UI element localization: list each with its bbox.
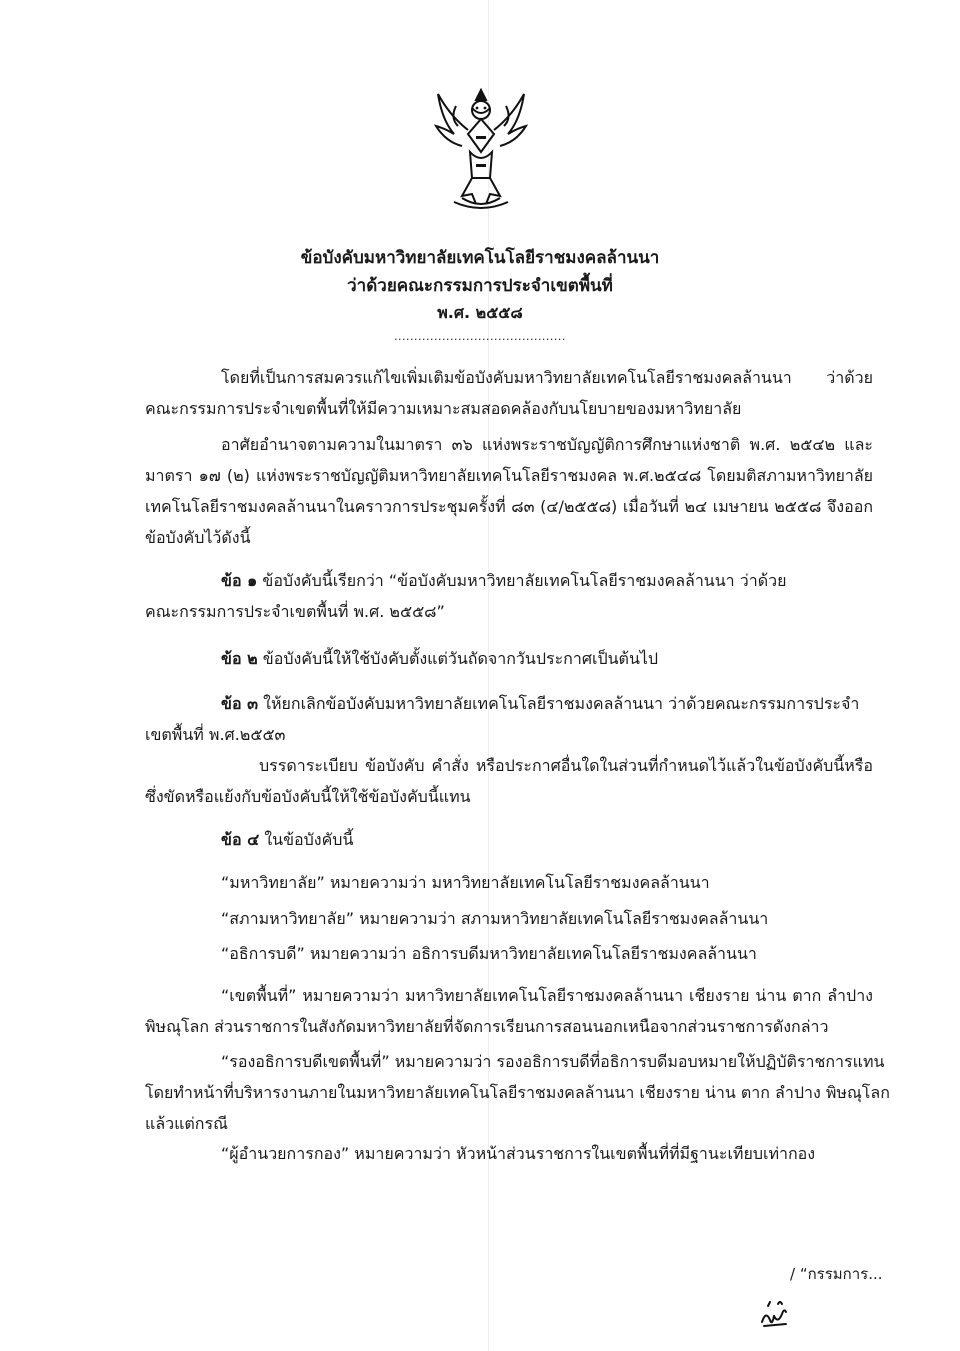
clause-4-label: ข้อ ๔ xyxy=(221,830,260,849)
definition-vice-president-line1: “รองอธิการบดีเขตพื้นที่” หมายความว่า รองอธิการบดีที่อธิการบดีมอบหมายให้ปฏิบัติราชการแทน xyxy=(221,1052,885,1071)
clause-2-label: ข้อ ๒ xyxy=(221,649,258,668)
clause-1-label: ข้อ ๑ xyxy=(221,571,258,590)
definition-university-council: “สภามหาวิทยาลัย” หมายความว่า สภามหาวิทยาลัยเทคโนโลยีราชมงคลล้านนา xyxy=(221,909,769,928)
clause-3-line2: เขตพื้นที่ พ.ศ.๒๕๕๓ xyxy=(145,725,286,744)
definition-division-director: “ผู้อำนวยการกอง” หมายความว่า หัวหน้าส่วนราชการในเขตพื้นที่ที่มีฐานะเทียบเท่ากอง xyxy=(221,1144,816,1163)
clause-3-line4: ซึ่งขัดหรือแย้งกับข้อบังคับนี้ให้ใช้ข้อบังคับนี้แทน xyxy=(145,787,471,806)
next-page-catchword: / “กรรมการ... xyxy=(790,1265,883,1283)
garuda-emblem-icon xyxy=(432,86,530,214)
clause-4-line1 xyxy=(221,829,873,851)
clause-4-text: ในข้อบังคับนี้ xyxy=(264,830,354,849)
title-line-2: ว่าด้วยคณะกรรมการประจำเขตพื้นที่ xyxy=(347,276,613,296)
clause-3-label: ข้อ ๓ xyxy=(221,694,259,713)
definition-vice-president-line3: แล้วแต่กรณี xyxy=(145,1114,228,1133)
clause-3-text: ให้ยกเลิกข้อบังคับมหาวิทยาลัยเทคโนโลยีราชมงคลล้านนา ว่าด้วยคณะกรรมการประจำ xyxy=(263,694,860,713)
preamble-p1-line2: คณะกรรมการประจำเขตพื้นที่ให้มีความเหมาะสมสอดคล้องกับนโยบายของมหาวิทยาลัย xyxy=(145,399,742,418)
title-year: พ.ศ. ๒๕๕๘ xyxy=(437,303,523,322)
preamble-p1-line1: โดยที่เป็นการสมควรแก้ไขเพิ่มเติมข้อบังคับมหาวิทยาลัยเทคโนโลยีราชมงคลล้านนา ว่าด้วย xyxy=(221,368,873,387)
preamble-p2-line4: ข้อบังคับไว้ดังนี้ xyxy=(145,528,251,547)
title-line-1: ข้อบังคับมหาวิทยาลัยเทคโนโลยีราชมงคลล้านนา xyxy=(300,248,660,268)
definition-president: “อธิการบดี” หมายความว่า อธิการบดีมหาวิทยาลัยเทคโนโลยีราชมงคลล้านนา xyxy=(221,944,757,963)
clause-1-text: ข้อบังคับนี้เรียกว่า “ข้อบังคับมหาวิทยาลัยเทคโนโลยีราชมงคลล้านนา ว่าด้วย xyxy=(262,571,787,590)
definition-area-line2: พิษณุโลก ส่วนราชการในสังกัดมหาวิทยาลัยที่จัดการเรียนการสอนนอกเหนือจากส่วนราชการดังกล่าว xyxy=(145,1017,829,1036)
clause-1-line2: คณะกรรมการประจำเขตพื้นที่ พ.ศ. ๒๕๕๘” xyxy=(145,602,445,621)
clause-2-line1 xyxy=(221,648,873,670)
clause-3-line3: บรรดาระเบียบ ข้อบังคับ คำสั่ง หรือประกาศอื่นใดในส่วนที่กำหนดไว้แล้วในข้อบังคับนี้หรือ xyxy=(259,756,873,775)
clause-1-line1 xyxy=(221,570,873,592)
preamble-p2-line1: อาศัยอำนาจตามความในมาตรา ๓๖ แห่งพระราชบัญญัติการศึกษาแห่งชาติ พ.ศ. ๒๕๔๒ และ xyxy=(221,435,873,454)
definition-vice-president-line2: โดยทำหน้าที่บริหารงานภายในมหาวิทยาลัยเทคโนโลยีราชมงคลล้านนา เชียงราย น่าน ตาก ลำปาง พิษณุโลก xyxy=(145,1083,890,1102)
definition-university: “มหาวิทยาลัย” หมายความว่า มหาวิทยาลัยเทคโนโลยีราชมงคลล้านนา xyxy=(221,873,710,892)
clause-2-text: ข้อบังคับนี้ให้ใช้บังคับตั้งแต่วันถัดจากวันประกาศเป็นต้นไป xyxy=(262,649,659,668)
definition-area-line1: “เขตพื้นที่” หมายความว่า มหาวิทยาลัยเทคโนโลยีราชมงคลล้านนา เชียงราย น่าน ตาก ลำปาง xyxy=(221,986,873,1005)
handwritten-initials-icon xyxy=(758,1296,790,1330)
preamble-p2-line2: มาตรา ๑๗ (๒) แห่งพระราชบัญญัติมหาวิทยาลัยเทคโนโลยีราชมงคล พ.ศ.๒๕๔๘ โดยมติสภามหาวิทยาลัย xyxy=(145,466,873,485)
clause-3-line1 xyxy=(221,693,873,715)
title-separator: ........................................... xyxy=(394,330,566,343)
preamble-p2-line3: เทคโนโลยีราชมงคลล้านนาในคราวการประชุมครั้งที่ ๘๓ (๔/๒๕๕๘) เมื่อวันที่ ๒๔ เมษายน ๒๕๕๘ จึงออก xyxy=(145,497,874,516)
